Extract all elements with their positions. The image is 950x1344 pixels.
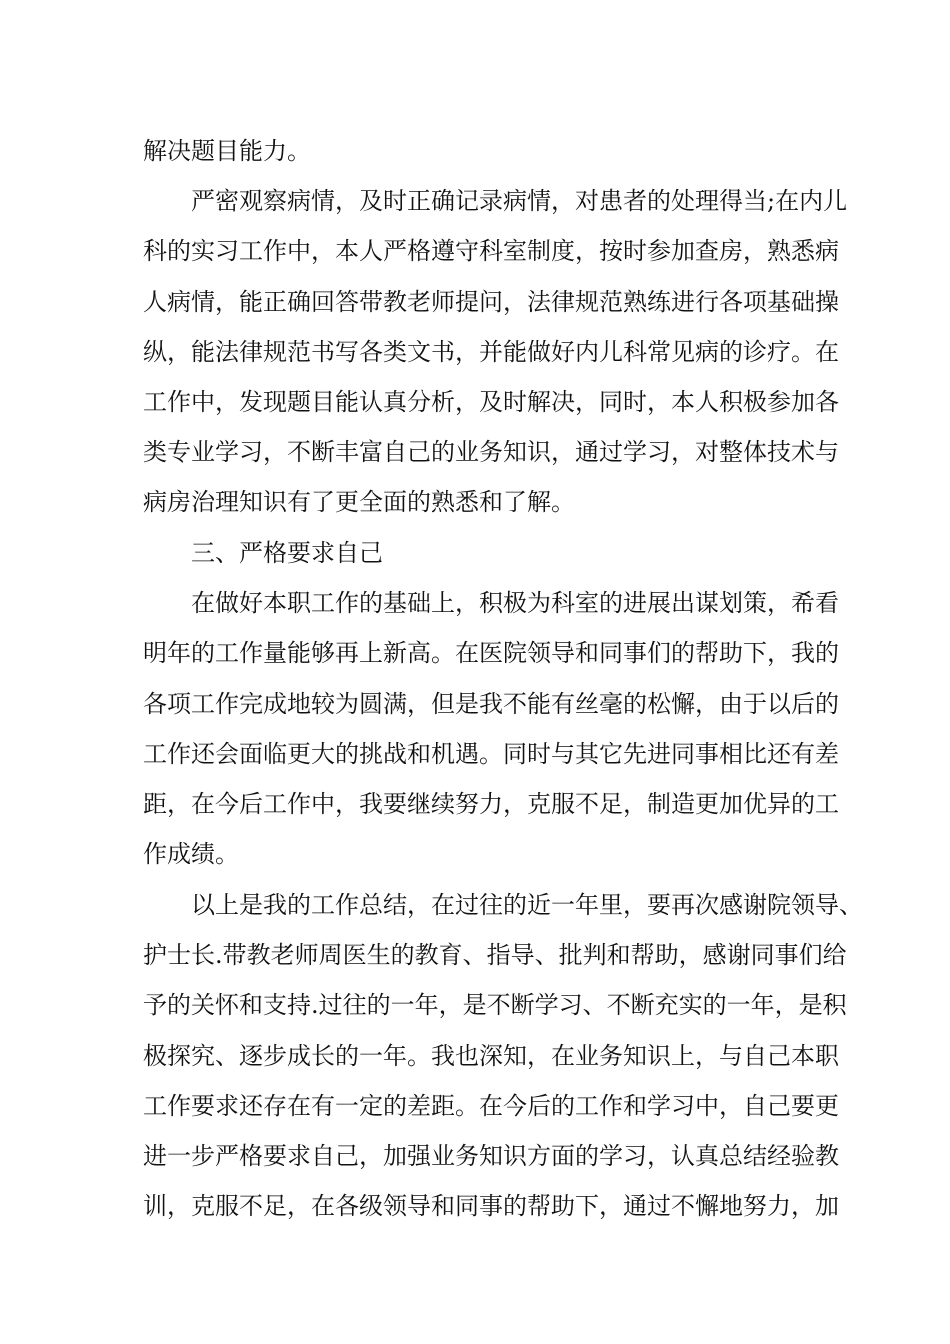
text-line: 各项工作完成地较为圆满，但是我不能有丝毫的松懈，由于以后的 xyxy=(143,690,839,718)
text-line: 类专业学习，不断丰富自己的业务知识，通过学习，对整体技术与 xyxy=(143,438,839,466)
text-line: 训，克服不足，在各级领导和同事的帮助下，通过不懈地努力，加 xyxy=(143,1192,839,1220)
text-line: 严密观察病情，及时正确记录病情，对患者的处理得当;在内儿 xyxy=(191,187,848,215)
text-line: 解决题目能力。 xyxy=(143,137,311,165)
text-line: 进一步严格要求自己，加强业务知识方面的学习，认真总结经验教 xyxy=(143,1142,839,1170)
text-line: 人病情，能正确回答带教老师提问，法律规范熟练进行各项基础操 xyxy=(143,288,839,316)
text-line: 工作中，发现题目能认真分析，及时解决，同时，本人积极参加各 xyxy=(143,388,839,416)
text-line: 在做好本职工作的基础上，积极为科室的进展出谋划策，希看 xyxy=(191,589,839,617)
text-line: 工作要求还存在有一定的差距。在今后的工作和学习中，自己要更 xyxy=(143,1092,839,1120)
section-heading: 三、严格要求自己 xyxy=(191,539,383,567)
text-line: 工作还会面临更大的挑战和机遇。同时与其它先进同事相比还有差 xyxy=(143,740,839,768)
text-line: 予的关怀和支持.过往的一年，是不断学习、不断充实的一年，是积 xyxy=(143,991,847,1019)
text-line: 科的实习工作中，本人严格遵守科室制度，按时参加查房，熟悉病 xyxy=(143,237,839,265)
text-line: 纵，能法律规范书写各类文书，并能做好内儿科常见病的诊疗。在 xyxy=(143,338,839,366)
text-line: 以上是我的工作总结，在过往的近一年里，要再次感谢院领导、 xyxy=(191,891,863,919)
text-line: 作成绩。 xyxy=(143,840,239,868)
text-line: 护士长.带教老师周医生的教育、指导、批判和帮助，感谢同事们给 xyxy=(143,941,847,969)
text-line: 病房治理知识有了更全面的熟悉和了解。 xyxy=(143,488,575,516)
text-line: 极探究、逐步成长的一年。我也深知，在业务知识上，与自己本职 xyxy=(143,1042,839,1070)
text-line: 明年的工作量能够再上新高。在医院领导和同事们的帮助下，我的 xyxy=(143,639,839,667)
text-line: 距，在今后工作中，我要继续努力，克服不足，制造更加优异的工 xyxy=(143,790,839,818)
